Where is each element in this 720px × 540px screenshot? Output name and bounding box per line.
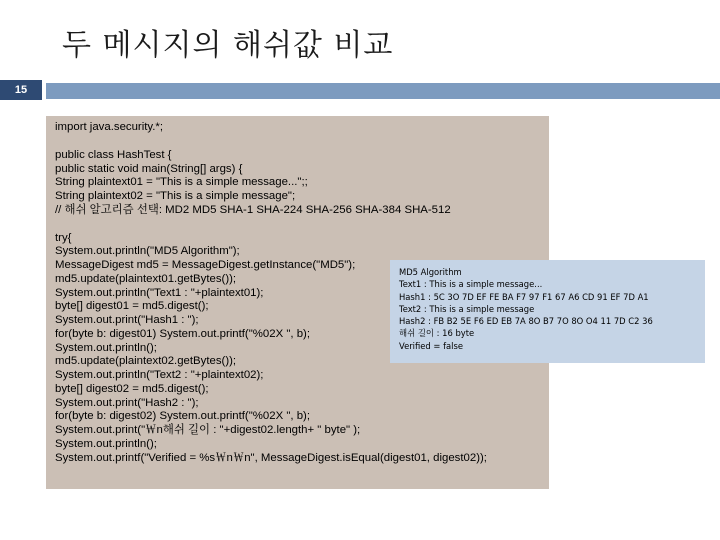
output-line: Verified = false xyxy=(399,340,464,351)
code-line: System.out.println(); xyxy=(55,437,157,450)
code-gap xyxy=(55,135,549,149)
slide-number: 15 xyxy=(0,80,42,100)
console-output-box xyxy=(390,260,705,363)
header-bar xyxy=(46,83,720,99)
code-line: MessageDigest md5 = MessageDigest.getInstance("MD5"); xyxy=(55,259,356,271)
code-gap xyxy=(55,218,549,232)
code-line: public static void main(String[] args) { xyxy=(55,162,243,175)
code-line: String plaintext02 = "This is a simple message"; xyxy=(55,190,296,202)
code-line: byte[] digest02 = md5.digest(); xyxy=(55,382,209,395)
code-line: md5.update(plaintext02.getBytes()); xyxy=(55,355,237,368)
code-line: System.out.println("Text1 : "+plaintext01); xyxy=(55,286,264,299)
code-line: byte[] digest01 = md5.digest(); xyxy=(55,300,209,313)
output-line: MD5 Algorithm xyxy=(399,267,462,277)
code-line: System.out.printf("Verified = %s￦n￦n", MessageDigest.isEqual(digest01, digest02)); xyxy=(55,451,487,464)
code-line: System.out.print("￦n해쉬 길이 : "+digest02.length+ " byte" ); xyxy=(55,424,361,436)
output-line: Text2 : This is a simple message xyxy=(399,303,535,314)
code-line: System.out.println("MD5 Algorithm"); xyxy=(55,245,240,258)
output-line: 해쉬 길이 : 16 byte xyxy=(399,328,475,339)
code-line: System.out.println(); xyxy=(55,341,157,354)
code-line: System.out.print("Hash1 : "); xyxy=(55,314,199,326)
code-line: import java.security.*; xyxy=(55,121,164,133)
code-line: System.out.print("Hash2 : "); xyxy=(55,396,199,409)
output-line: Hash2 : FB B2 5E F6 ED EB 7A 8O B7 7O 8O O4 11 7D C2 36 xyxy=(399,316,653,327)
code-line: md5.update(plaintext01.getBytes()); xyxy=(55,272,237,285)
output-line: Hash1 : 5C 3O 7D EF FE BA F7 97 F1 67 A6 CD 91 EF 7D A1 xyxy=(399,291,649,302)
code-line: for(byte b: digest01) System.out.printf("%02X ", b); xyxy=(55,327,310,340)
code-line: try{ xyxy=(55,231,72,244)
code-line: String plaintext01 = "This is a simple message...";; xyxy=(55,176,308,189)
slide-title: 두 메시지의 해쉬값 비교 xyxy=(62,28,394,63)
code-line: System.out.println("Text2 : "+plaintext02); xyxy=(55,369,264,381)
output-line: Text1 : This is a simple message... xyxy=(399,279,543,290)
code-line: // 해쉬 알고리즘 선택: MD2 MD5 SHA-1 SHA-224 SHA-256 SHA-384 SHA-512 xyxy=(55,203,451,216)
code-line: for(byte b: digest02) System.out.printf("%02X ", b); xyxy=(55,410,310,423)
code-line: public class HashTest { xyxy=(55,148,172,161)
